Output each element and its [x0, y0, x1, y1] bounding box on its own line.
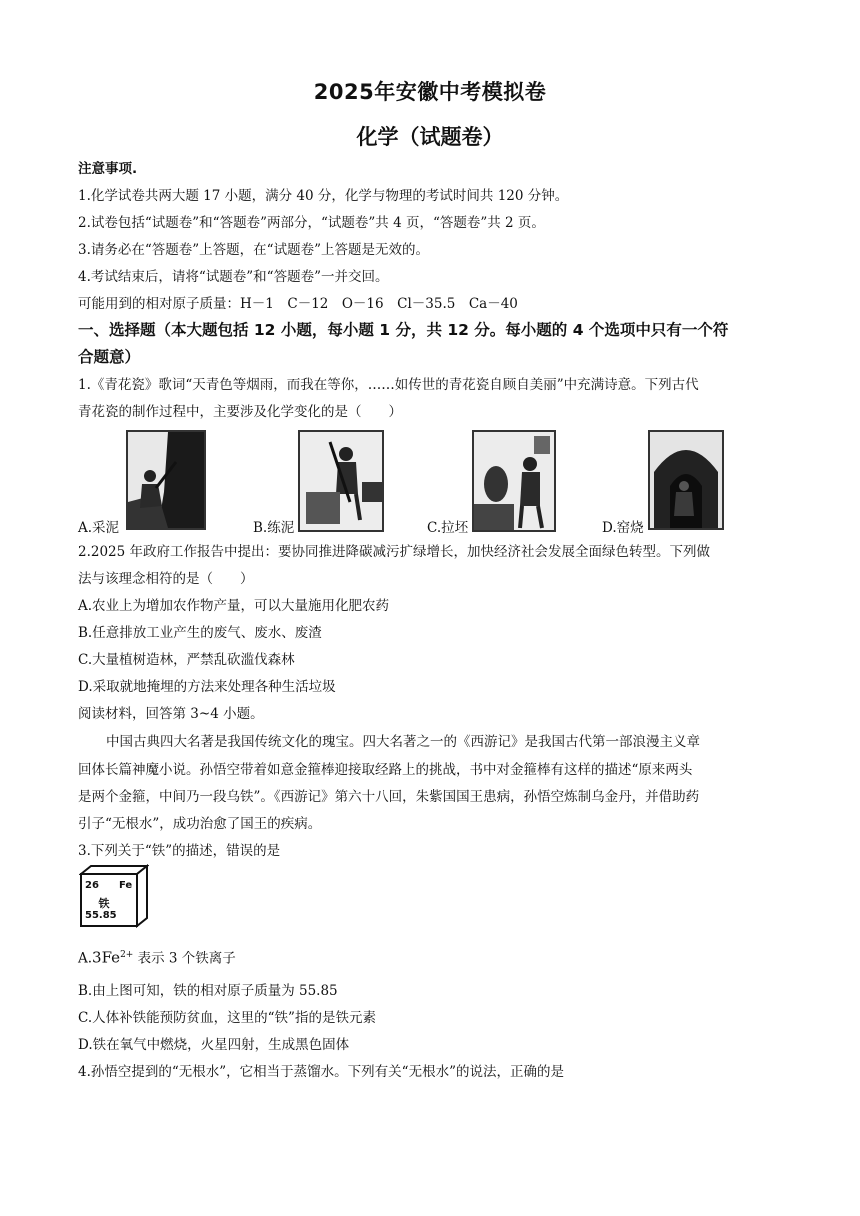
note-item: 1.化学试卷共两大题 17 小题，满分 40 分，化学与物理的考试时间共 120 分钟。	[78, 188, 569, 204]
question-1-option-c: C.拉坯	[427, 520, 469, 536]
option-a-text: 表示 3 个铁离子	[133, 950, 236, 967]
question-2-option-d: D.采取就地掩埋的方法来处理各种生活垃圾	[78, 679, 336, 695]
reading-paragraph-line: 回体长篇神魔小说。孙悟空带着如意金箍棒迎接取经路上的挑战，书中对金箍棒有这样的描述“原来两头	[78, 762, 693, 778]
question-2-stem: 2.2025 年政府工作报告中提出：要协同推进降碳减污扩绿增长，加快经济社会发展全面绿色转型。下列做	[78, 544, 711, 560]
reading-intro: 阅读材料，回答第 3~4 小题。	[78, 706, 264, 722]
question-3-stem: 3.下列关于“铁”的描述，错误的是	[78, 843, 281, 859]
question-2-stem-cont: 法与该理念相符的是（ ）	[78, 571, 254, 587]
iron-ion-formula: 3Fe	[92, 948, 121, 967]
exam-title: 2025年安徽中考模拟卷	[313, 80, 547, 104]
section-heading-cont: 合题意）	[78, 348, 141, 366]
question-2-option-b: B.任意排放工业产生的废气、废水、废渣	[78, 625, 322, 641]
question-2-option-c: C.大量植树造林，严禁乱砍滥伐森林	[78, 652, 295, 668]
question-2-option-a: A.农业上为增加农作物产量，可以大量施用化肥农药	[78, 598, 390, 614]
note-item: 4.考试结束后，请将“试题卷”和“答题卷”一并交回。	[78, 269, 389, 285]
question-3-option-c: C.人体补铁能预防贫血，这里的“铁”指的是铁元素	[78, 1010, 376, 1026]
section-heading: 一、选择题（本大题包括 12 小题，每小题 1 分，共 12 分。每小题的 4 个选项中只有一个符	[78, 321, 729, 339]
atomic-masses: 可能用到的相对原子质量：H－1 C－12 O－16 Cl－35.5 Ca－40	[78, 296, 518, 312]
question-1-option-b: B.练泥	[253, 520, 295, 536]
element-name: 铁	[98, 897, 110, 910]
ion-charge: 2+	[120, 950, 134, 960]
note-item: 2.试卷包括“试题卷”和“答题卷”两部分，“试题卷”共 4 页，“答题卷”共 2 页。	[78, 215, 545, 231]
atomic-number: 26	[85, 880, 99, 891]
exam-subtitle: 化学（试题卷）	[356, 125, 504, 149]
question-4-stem: 4.孙悟空提到的“无根水”，它相当于蒸馏水。下列有关“无根水”的说法，正确的是	[78, 1064, 564, 1080]
kiln-firing-illustration	[648, 430, 724, 530]
clay-digging-illustration	[126, 430, 206, 530]
reading-paragraph-line: 是两个金箍，中间乃一段乌铁”。《西游记》第六十八回，朱紫国国王患病，孙悟空炼制乌金丹，并借助药	[78, 789, 700, 805]
element-symbol: Fe	[119, 880, 133, 891]
question-3-option-b: B.由上图可知，铁的相对原子质量为 55.85	[78, 983, 338, 999]
question-1-option-a: A.采泥	[78, 520, 120, 536]
note-item: 3.请务必在“答题卷”上答题，在“试题卷”上答题是无效的。	[78, 242, 429, 258]
option-a-prefix: A.	[78, 950, 93, 967]
question-1-stem: 1.《青花瓷》歌词“天青色等烟雨，而我在等你，……如传世的青花瓷自顾自美丽”中充满诗意。下列古代	[78, 377, 699, 393]
reading-paragraph-line: 中国古典四大名著是我国传统文化的瑰宝。四大名著之一的《西游记》是我国古代第一部浪漫主义章	[106, 734, 700, 750]
question-3-option-a	[78, 946, 236, 968]
question-1-option-d: D.窑烧	[602, 520, 644, 536]
throwing-pottery-illustration	[472, 430, 556, 532]
reading-paragraph-line: 引子“无根水”，成功治愈了国王的疾病。	[78, 816, 322, 832]
atomic-mass: 55.85	[85, 910, 117, 921]
question-3-option-d: D.铁在氧气中燃烧，火星四射，生成黑色固体	[78, 1037, 350, 1053]
question-1-stem-cont: 青花瓷的制作过程中，主要涉及化学变化的是（ ）	[78, 404, 402, 420]
notes-heading: 注意事项.	[78, 161, 138, 177]
clay-kneading-illustration	[298, 430, 384, 532]
